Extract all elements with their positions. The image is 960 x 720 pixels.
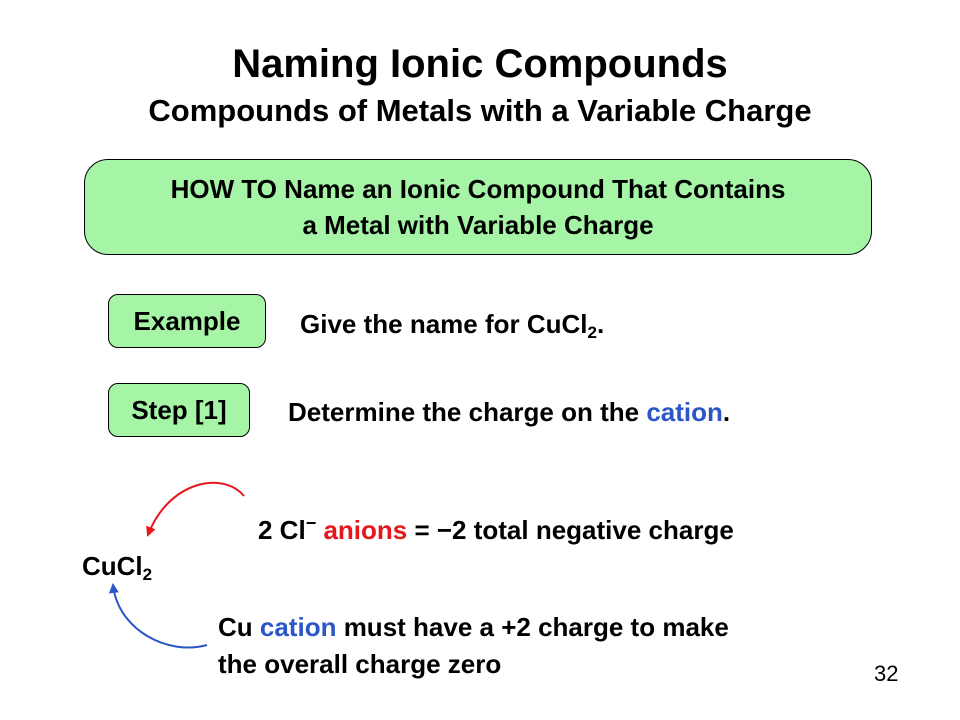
compound-formula	[82, 550, 152, 582]
slide-title: Naming Ionic Compounds	[232, 42, 728, 86]
slide-subtitle: Compounds of Metals with a Variable Charge	[148, 93, 812, 128]
compound-main: CuCl	[82, 551, 143, 581]
cation-suffix: must have a +2 charge to make	[336, 612, 729, 642]
howto-line-1: HOW TO Name an Ionic Compound That Contains	[170, 174, 786, 204]
example-text-period: .	[596, 309, 605, 339]
anion-prefix: 2 Cl	[258, 515, 306, 545]
cation-word: cation	[259, 612, 337, 642]
cation-line-1	[218, 611, 729, 643]
cation-line-2: the overall charge zero	[218, 649, 502, 679]
cation-arrow	[113, 585, 207, 648]
step1-cation-word: cation	[646, 397, 723, 427]
cation-prefix: Cu	[218, 612, 260, 642]
example-text-subscript: 2	[587, 323, 597, 342]
howto-line-2: a Metal with Variable Charge	[302, 210, 654, 240]
step1-text-after: .	[722, 397, 731, 427]
step1-tag-label: Step [1]	[131, 394, 227, 425]
anion-line	[258, 514, 734, 546]
anion-arrow	[148, 483, 244, 535]
example-tag-label: Example	[133, 305, 241, 336]
step1-text-before: Determine the charge on the	[288, 397, 647, 427]
anion-suffix: = −2 total negative charge	[407, 515, 734, 545]
compound-subscript: 2	[142, 565, 153, 584]
anion-charge-superscript: −	[305, 513, 317, 533]
example-text-main: Give the name for CuCl	[300, 309, 588, 339]
page-number: 32	[874, 661, 899, 686]
anions-word: anions	[323, 515, 408, 545]
